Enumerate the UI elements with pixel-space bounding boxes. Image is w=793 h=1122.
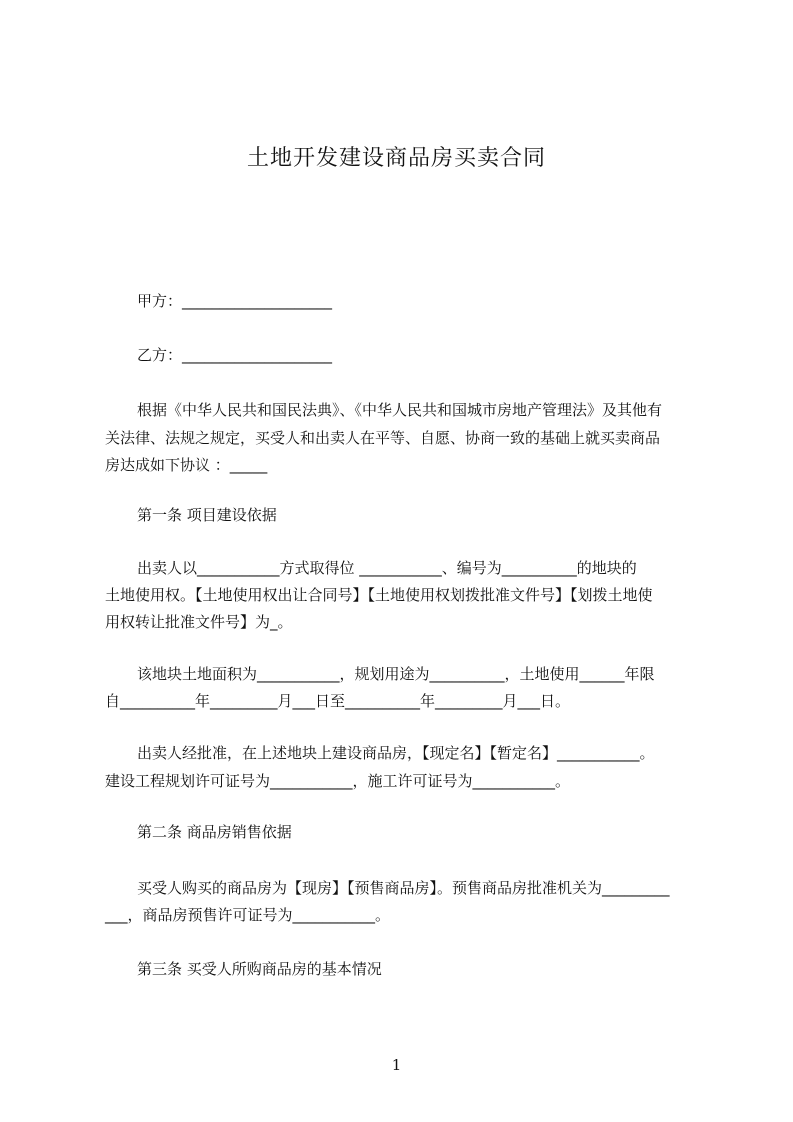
article-2-p1-line-2: ___，商品房预售许可证号为___________。: [105, 906, 391, 924]
article-1-p1-line-3: 用权转让批准文件号】为_。: [105, 613, 293, 631]
article-1-p3-line-1: 出卖人经批准，在上述地块上建设商品房，【现定名】【暂定名】___________。: [137, 744, 655, 762]
article-1-p2-line-2: 自__________年_________月___日至__________年_________月___日。: [105, 692, 571, 710]
preamble-line-1: 根据《中华人民共和国民法典》、《中华人民共和国城市房地产管理法》及其他有: [137, 401, 663, 419]
page-number: 1: [391, 1056, 402, 1074]
article-3-heading: 第三条 买受人所购商品房的基本情况: [137, 960, 382, 978]
party-b-line: 乙方：____________________: [137, 346, 333, 364]
article-2-p1-line-1: 买受人购买的商品房为【现房】【预售商品房】。预售商品房批准机关为_________: [137, 879, 670, 897]
preamble-line-2: 关法律、法规之规定，买受人和出卖人在平等、自愿、协商一致的基础上就买卖商品: [105, 429, 661, 447]
article-1-p1-line-1: 出卖人以___________方式取得位 ___________、编号为__________的地块的: [137, 559, 637, 577]
preamble-line-3: 房达成如下协议 ：_____: [105, 456, 268, 474]
article-1-heading: 第一条 项目建设依据: [137, 506, 277, 524]
article-1-p2-line-1: 该地块土地面积为___________，规划用途为__________，土地使用______年限: [137, 665, 655, 683]
document-title: 土地开发建设商品房买卖合同: [246, 146, 546, 171]
article-2-heading: 第二条 商品房销售依据: [137, 823, 292, 841]
article-1-p3-line-2: 建设工程规划许可证号为___________，施工许可证号为___________。: [105, 772, 571, 790]
party-a-line: 甲方：____________________: [137, 292, 333, 310]
article-1-p1-line-2: 土地使用权。【土地使用权出让合同号】【土地使用权划拨批准文件号】【划拨土地使: [105, 586, 653, 604]
